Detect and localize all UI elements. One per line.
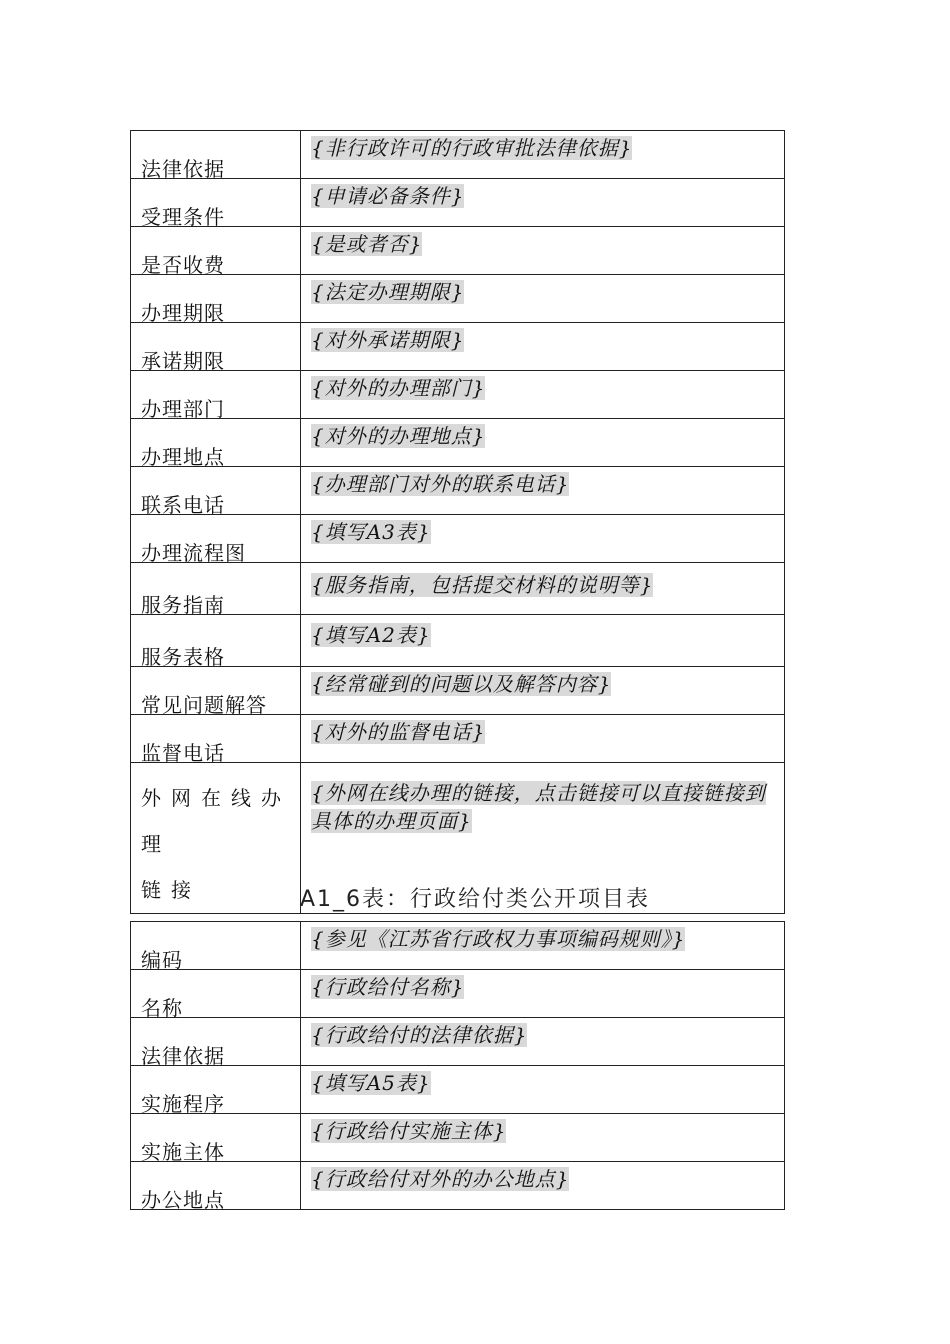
row-value: {法定办理期限} bbox=[311, 280, 465, 304]
row-value: {填写A3表} bbox=[311, 520, 431, 544]
row-value: {是或者否} bbox=[311, 232, 423, 256]
table-row bbox=[131, 275, 785, 323]
row-value: {填写A2表} bbox=[311, 623, 431, 647]
table-row bbox=[131, 227, 785, 275]
table-row bbox=[131, 1066, 785, 1114]
items-table-upper bbox=[130, 130, 785, 914]
row-label: 是否收费 bbox=[141, 253, 225, 277]
table-row bbox=[131, 323, 785, 371]
table-caption: A1_6表：行政给付类公开项目表 bbox=[299, 887, 651, 912]
table-row bbox=[131, 922, 785, 970]
row-label: 办理期限 bbox=[141, 301, 225, 325]
row-value: {行政给付对外的办公地点} bbox=[311, 1167, 570, 1191]
row-label: 办理部门 bbox=[141, 397, 225, 421]
row-label: 编码 bbox=[141, 948, 183, 972]
row-label: 服务表格 bbox=[141, 645, 225, 669]
row-label: 服务指南 bbox=[141, 593, 225, 617]
table-row bbox=[131, 715, 785, 763]
row-label: 办理地点 bbox=[141, 445, 225, 469]
row-label: 常见问题解答 bbox=[141, 693, 267, 717]
row-value: {经常碰到的问题以及解答内容} bbox=[311, 672, 612, 696]
table-row bbox=[131, 131, 785, 179]
table-row bbox=[131, 179, 785, 227]
row-value: {对外的办理部门} bbox=[311, 376, 486, 400]
row-label-line: 链接 bbox=[141, 878, 201, 902]
row-label: 办公地点 bbox=[141, 1188, 225, 1212]
row-value: {行政给付的法律依据} bbox=[311, 1023, 528, 1047]
table-row bbox=[131, 371, 785, 419]
table-row bbox=[131, 515, 785, 563]
row-label: 受理条件 bbox=[141, 205, 225, 229]
items-table-lower bbox=[130, 921, 785, 1210]
row-label: 法律依据 bbox=[141, 157, 225, 181]
table-row bbox=[131, 1162, 785, 1210]
row-value: {办理部门对外的联系电话} bbox=[311, 472, 570, 496]
table-row bbox=[131, 1018, 785, 1066]
row-label: 联系电话 bbox=[141, 493, 225, 517]
row-label: 监督电话 bbox=[141, 741, 225, 765]
row-value: {行政给付名称} bbox=[311, 975, 465, 999]
row-label-line: 外网在线办理 bbox=[141, 786, 291, 856]
row-value: {对外的监督电话} bbox=[311, 720, 486, 744]
table-row bbox=[131, 419, 785, 467]
row-label: 法律依据 bbox=[141, 1044, 225, 1068]
row-label: 承诺期限 bbox=[141, 349, 225, 373]
table-row bbox=[131, 615, 785, 667]
row-value: {行政给付实施主体} bbox=[311, 1119, 507, 1143]
row-label: 实施程序 bbox=[141, 1092, 225, 1116]
row-value: {对外的办理地点} bbox=[311, 424, 486, 448]
row-value: {服务指南，包括提交材料的说明等} bbox=[311, 573, 654, 597]
table-row bbox=[131, 467, 785, 515]
row-value: {外网在线办理的链接，点击链接可以直接链接到具体的办理页面} bbox=[311, 781, 766, 833]
row-label: 办理流程图 bbox=[141, 541, 246, 565]
row-value: {对外承诺期限} bbox=[311, 328, 465, 352]
row-label: 实施主体 bbox=[141, 1140, 225, 1164]
table-row bbox=[131, 1114, 785, 1162]
table-row bbox=[131, 970, 785, 1018]
row-value: {非行政许可的行政审批法律依据} bbox=[311, 136, 633, 160]
row-value: {申请必备条件} bbox=[311, 184, 465, 208]
table-row bbox=[131, 667, 785, 715]
table-row bbox=[131, 563, 785, 615]
row-value: {填写A5表} bbox=[311, 1071, 431, 1095]
row-value: {参见《江苏省行政权力事项编码规则》} bbox=[311, 927, 686, 951]
row-label: 名称 bbox=[141, 996, 183, 1020]
